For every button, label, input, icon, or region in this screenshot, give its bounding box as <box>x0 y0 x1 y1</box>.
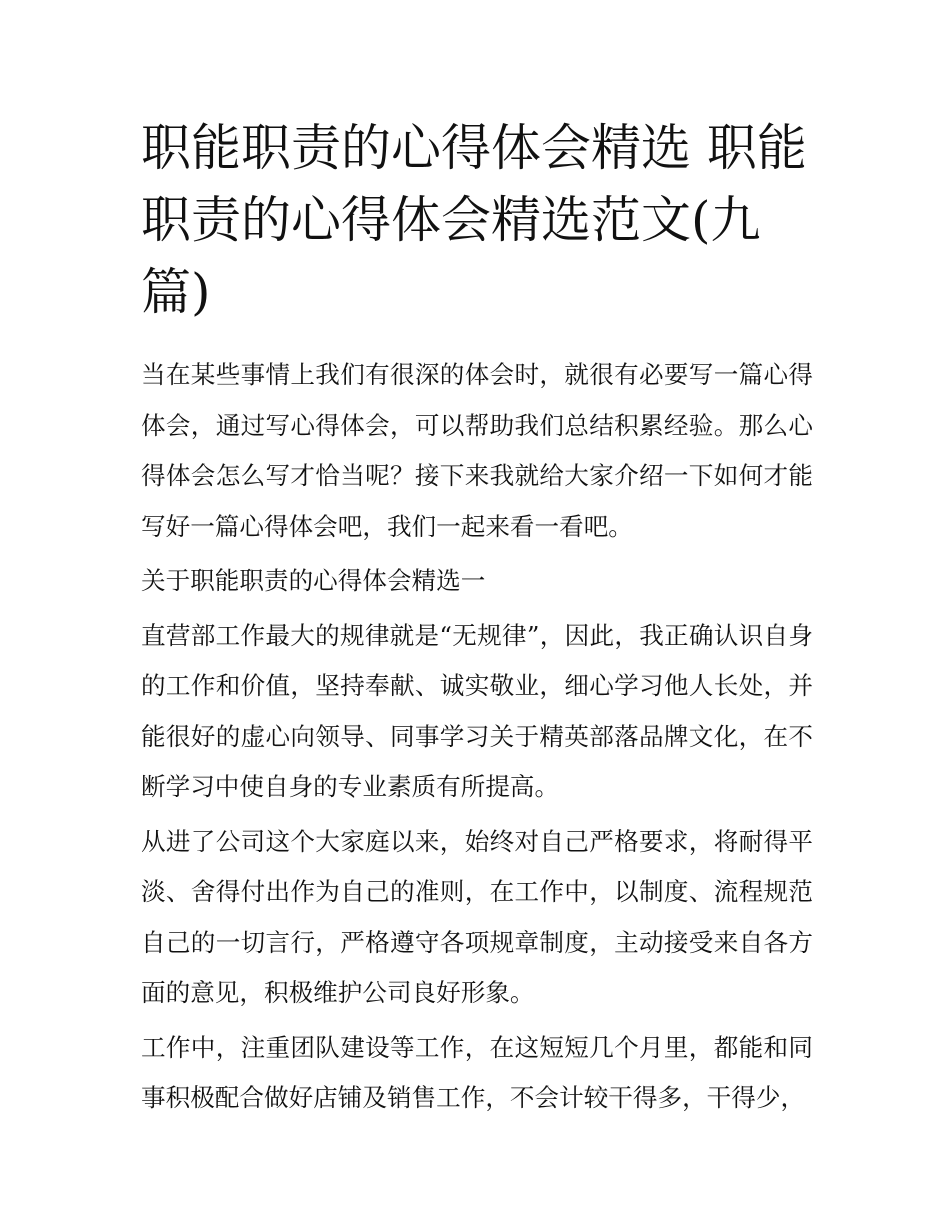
section-heading: 关于职能职责的心得体会精选一 <box>141 566 486 595</box>
body-paragraph: 工作中，注重团队建设等工作，在这短短几个月里，都能和同事积极配合做好店铺及销售工作，不会计较干得多，干得少， <box>141 1032 813 1112</box>
intro-paragraph: 当在某些事情上我们有很深的体会时，就很有必要写一篇心得体会，通过写心得体会，可以帮助我们总结积累经验。那么心得体会怎么写才恰当呢？接下来我就给大家介绍一下如何才能写好一篇心得体会吧，我们一起来看一看吧。 <box>141 360 813 541</box>
body-paragraph: 直营部工作最大的规律就是“无规律”，因此，我正确认识自身的工作和价值，坚持奉献、诚实敬业，细心学习他人长处，并能很好的虚心向领导、同事学习关于精英部落品牌文化，在不断学习中使自身的专业素质有所提高。 <box>141 620 813 801</box>
document-title: 职能职责的心得体会精选 职能职责的心得体会精选范文(九篇) <box>141 119 807 321</box>
document-body <box>141 350 813 1124</box>
document-content <box>141 112 813 1128</box>
body-paragraph: 从进了公司这个大家庭以来，始终对自己严格要求，将耐得平淡、舍得付出作为自己的准则，在工作中，以制度、流程规范自己的一切言行，严格遵守各项规章制度，主动接受来自各方面的意见，积极维护公司良好形象。 <box>141 826 813 1007</box>
